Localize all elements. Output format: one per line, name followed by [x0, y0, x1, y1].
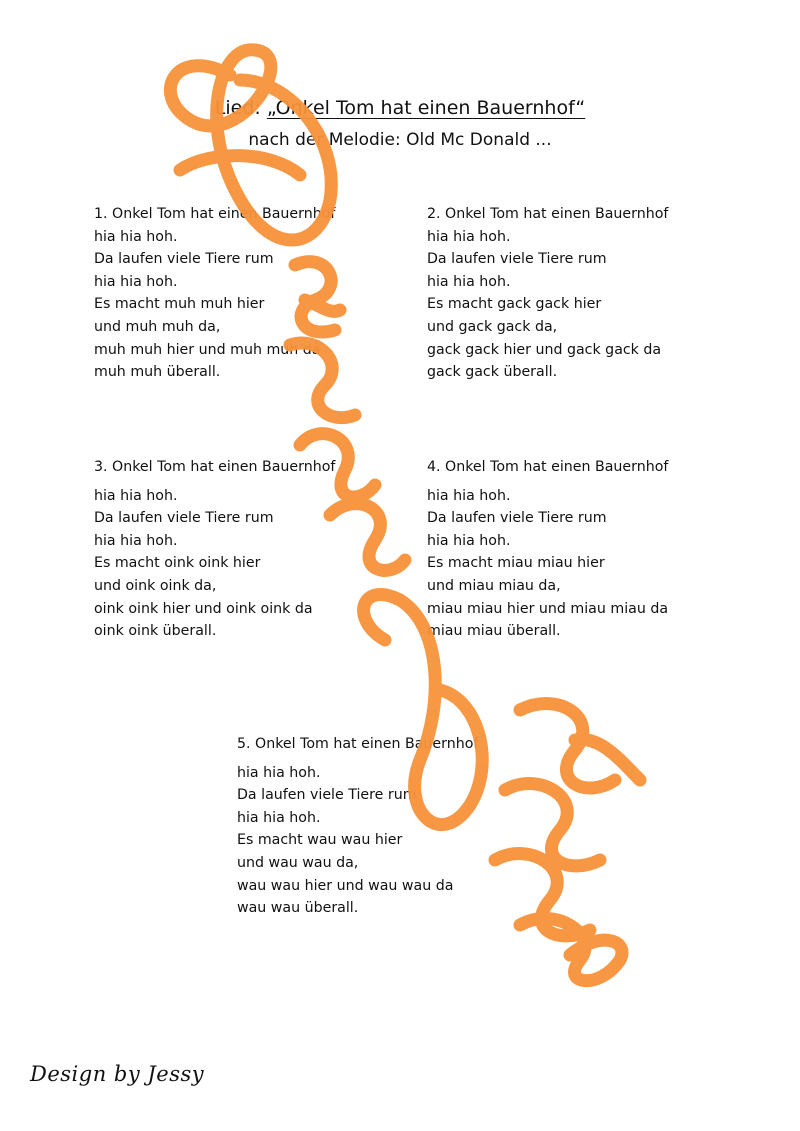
- verse-line: muh muh hier und muh muh da: [94, 341, 321, 358]
- verse-line: hia hia hoh.: [94, 273, 178, 290]
- verse-3: [94, 456, 335, 643]
- verse-2: [427, 203, 668, 384]
- verse-line: und oink oink da,: [94, 577, 217, 594]
- title-main: „Onkel Tom hat einen Bauernhof“: [266, 97, 586, 119]
- verse-line: hia hia hoh.: [427, 228, 511, 245]
- verse-heading: 3. Onkel Tom hat einen Bauernhof: [94, 459, 336, 475]
- verse-line: hia hia hoh.: [427, 532, 511, 549]
- verse-5: [237, 733, 478, 920]
- verse-line: und miau miau da,: [427, 577, 561, 594]
- verse-heading: 2. Onkel Tom hat einen Bauernhof: [427, 206, 669, 222]
- verse-line: Es macht miau miau hier: [427, 555, 605, 572]
- verse-line: muh muh überall.: [94, 364, 221, 381]
- verse-line: gack gack überall.: [427, 364, 558, 381]
- verse-line: hia hia hoh.: [237, 809, 321, 826]
- verse-line: und gack gack da,: [427, 318, 558, 335]
- verse-line: hia hia hoh.: [427, 487, 511, 504]
- verse-line: wau wau hier und wau wau da: [237, 877, 454, 894]
- verse-heading: 1. Onkel Tom hat einen Bauernhof: [94, 206, 336, 222]
- verse-line: Da laufen viele Tiere rum: [94, 251, 274, 268]
- verse-heading: 4. Onkel Tom hat einen Bauernhof: [427, 459, 669, 475]
- verse-line: und wau wau da,: [237, 854, 359, 871]
- verse-4: [427, 456, 668, 643]
- verse-line: Es macht wau wau hier: [237, 832, 403, 849]
- verse-line: miau miau hier und miau miau da: [427, 600, 669, 617]
- verse-heading: 5. Onkel Tom hat einen Bauernhof: [237, 736, 479, 752]
- verse-line: Es macht muh muh hier: [94, 296, 265, 313]
- verse-line: und muh muh da,: [94, 318, 221, 335]
- verse-line: gack gack hier und gack gack da: [427, 341, 662, 358]
- verse-line: Es macht oink oink hier: [94, 555, 261, 572]
- verse-line: oink oink überall.: [94, 623, 217, 640]
- verse-line: miau miau überall.: [427, 623, 561, 640]
- title-prefix: Lied:: [214, 97, 267, 119]
- verse-line: oink oink hier und oink oink da: [94, 600, 313, 617]
- verse-line: Da laufen viele Tiere rum: [427, 251, 607, 268]
- verse-line: Da laufen viele Tiere rum: [237, 787, 417, 804]
- song-title: [0, 95, 800, 121]
- verse-line: Es macht gack gack hier: [427, 296, 602, 313]
- verse-line: Da laufen viele Tiere rum: [94, 510, 274, 527]
- verse-line: hia hia hoh.: [237, 764, 321, 781]
- verse-line: hia hia hoh.: [94, 532, 178, 549]
- verse-line: hia hia hoh.: [427, 273, 511, 290]
- verse-line: wau wau überall.: [237, 900, 359, 917]
- verse-1: [94, 203, 335, 384]
- verse-line: hia hia hoh.: [94, 487, 178, 504]
- song-subtitle: nach der Melodie: Old Mc Donald ...: [248, 130, 552, 150]
- signature: Design by Jessy: [30, 1062, 205, 1086]
- verse-line: hia hia hoh.: [94, 228, 178, 245]
- verse-line: Da laufen viele Tiere rum: [427, 510, 607, 527]
